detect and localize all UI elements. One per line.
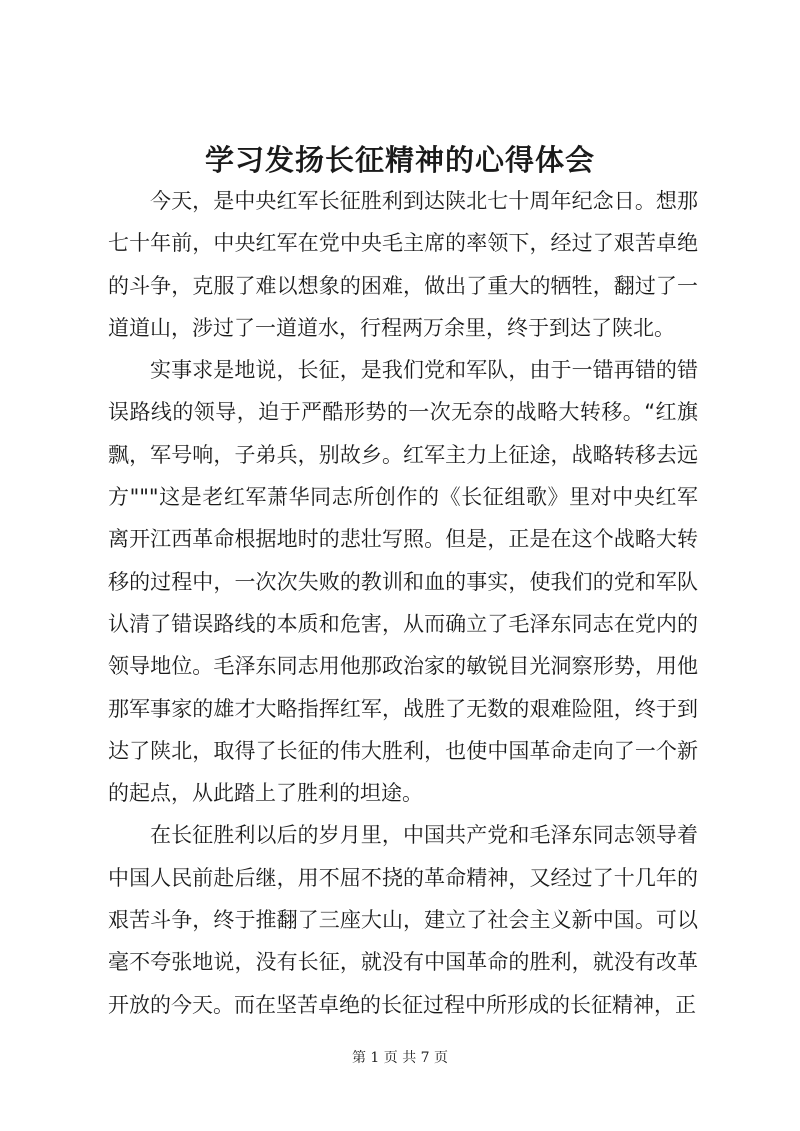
- paragraph-1: 今天，是中央红军长征胜利到达陕北七十周年纪念日。想那七十年前，中央红军在党中央毛主席的率领下，经过了艰苦卓绝的斗争，克服了难以想象的困难，做出了重大的牺牲，翻过了一道道山，涉过了一道道水，行程两万余里，终于到达了陕北。: [108, 189, 698, 340]
- document-title: 学习发扬长征精神的心得体会: [204, 143, 595, 177]
- page-footer: 第 1 页 共 7 页: [351, 1050, 449, 1066]
- paragraph-3: 在长征胜利以后的岁月里，中国共产党和毛泽东同志领导着中国人民前赴后继，用不屈不挠的革命精神，又经过了十几年的艰苦斗争，终于推翻了三座大山，建立了社会主义新中国。可以毫不夸张地说，没有长征，就没有中国革命的胜利，就没有改革开放的今天。而在坚苦卓绝的长征过程中所形成的长征精神，正: [108, 823, 698, 1017]
- document-body: [108, 180, 698, 1026]
- paragraph-2: 实事求是地说，长征，是我们党和军队，由于一错再错的错误路线的领导，迫于严酷形势的一次无奈的战略大转移。“红旗飘，军号响，子弟兵，别故乡。红军主力上征途，战略转移去远方"""这是老红军萧华同志所创作的《长征组歌》里对中央红军离开江西革命根据地时的悲壮写照。但是，正是在这个战略大转移的过程中，一次次失败的教训和血的事实，使我们的党和军队认清了错误路线的本质和危害，从而确立了毛泽东同志在党内的领导地位。毛泽东同志用他那政治家的敏锐目光洞察形势，用他那军事家的雄才大略指挥红军，战胜了无数的艰难险阻，终于到达了陕北，取得了长征的伟大胜利，也使中国革命走向了一个新的起点，从此踏上了胜利的坦途。: [108, 358, 698, 806]
